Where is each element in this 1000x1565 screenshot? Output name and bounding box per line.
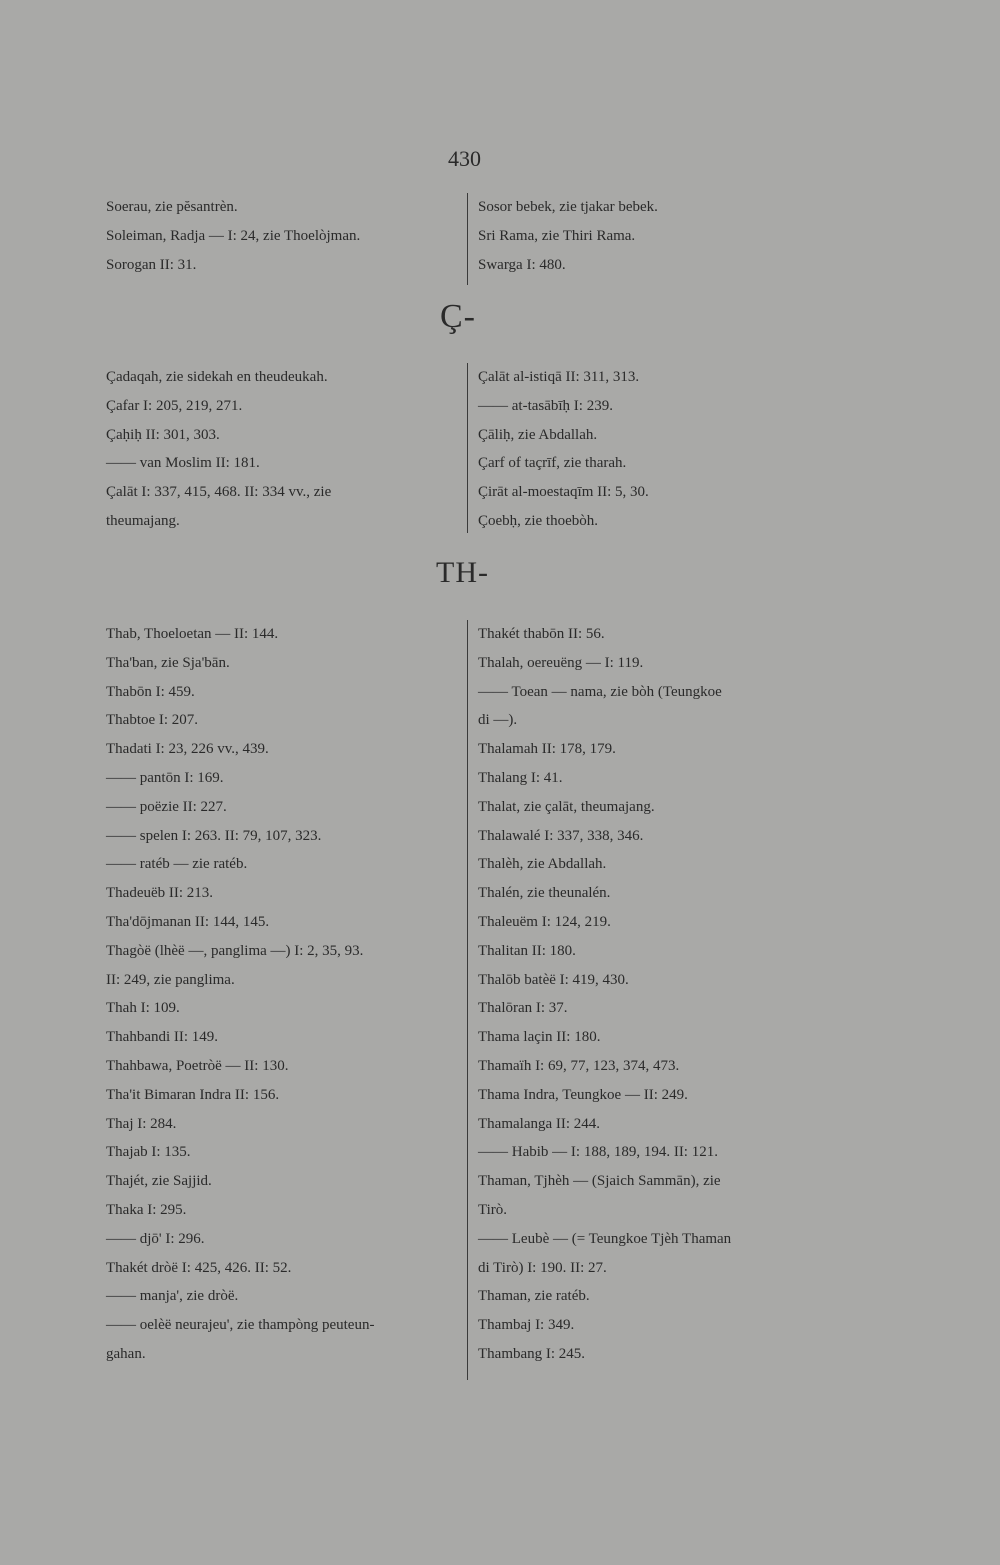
- index-entry: Thagòë (lhèë —, panglima —) I: 2, 35, 93.: [106, 942, 364, 959]
- index-entry: —— poëzie II: 227.: [106, 798, 227, 815]
- column-divider: [467, 363, 468, 533]
- index-entry: Soerau, zie pĕsantrèn.: [106, 199, 238, 215]
- index-entry: Thalamah II: 178, 179.: [478, 741, 616, 758]
- index-entry: Çaḥiḥ II: 301, 303.: [106, 426, 220, 443]
- index-entry: di Tirò) I: 190. II: 27.: [478, 1259, 607, 1276]
- index-entry: Thadeuëb II: 213.: [106, 885, 214, 902]
- index-entry: theumajang.: [106, 512, 180, 529]
- index-entry: Çalāt al-istiqā II: 311, 313.: [478, 369, 640, 385]
- index-entry: Thaka I: 295.: [106, 1201, 187, 1218]
- column-divider: [467, 620, 468, 1380]
- index-entry: Thaj I: 284.: [106, 1115, 177, 1132]
- index-entry: Thakét thabōn II: 56.: [478, 626, 605, 642]
- index-entry: Swarga I: 480.: [478, 256, 566, 273]
- index-section-th: [0, 620, 1000, 1380]
- index-entry: Thajét, zie Sajjid.: [106, 1173, 212, 1190]
- letter-heading-th: TH-: [436, 556, 489, 589]
- index-entry: Thalah, oereuëng — I: 119.: [478, 654, 644, 671]
- index-entry: Çalāt I: 337, 415, 468. II: 334 vv., zie: [106, 484, 332, 501]
- index-entry: —— Habib — I: 188, 189, 194. II: 121.: [478, 1144, 718, 1161]
- index-entry: II: 249, zie panglima.: [106, 971, 235, 988]
- index-entry: Çāliḥ, zie Abdallah.: [478, 426, 598, 443]
- index-entry: Thalōran I: 37.: [478, 1000, 568, 1017]
- index-entry: —— djō' I: 296.: [106, 1230, 205, 1247]
- index-entry: Thalat, zie çalāt, theumajang.: [478, 798, 655, 815]
- index-entry: Thabōn I: 459.: [106, 683, 195, 700]
- index-entry: Çoebḥ, zie thoebòh.: [478, 512, 598, 529]
- index-entry: —— manja', zie dròë.: [106, 1288, 239, 1305]
- index-entry: Tirò.: [478, 1201, 508, 1218]
- index-entry: Çafar I: 205, 219, 271.: [106, 397, 243, 414]
- index-entry: Tha'ban, zie Sja'bān.: [106, 654, 230, 671]
- index-entry: Thamaïh I: 69, 77, 123, 374, 473.: [478, 1057, 680, 1074]
- index-entry: Thadati I: 23, 226 vv., 439.: [106, 741, 269, 758]
- index-entry: Thaleuëm I: 124, 219.: [478, 913, 611, 930]
- index-entry: Tha'dōjmanan II: 144, 145.: [106, 913, 270, 930]
- index-entry: Çirāt al-moestaqīm II: 5, 30.: [478, 484, 649, 501]
- index-entry: Thalawalé I: 337, 338, 346.: [478, 827, 644, 844]
- index-entry: —— Toean — nama, zie bòh (Teungkoe: [478, 683, 722, 700]
- index-entry: —— ratéb — zie ratéb.: [106, 856, 248, 873]
- index-entry: Thalèh, zie Abdallah.: [478, 856, 607, 873]
- index-entry: Sorogan II: 31.: [106, 256, 197, 273]
- left-column: [106, 363, 458, 536]
- index-entry: gahan.: [106, 1345, 146, 1362]
- index-entry: —— pantōn I: 169.: [106, 769, 224, 786]
- index-entry: Thalōb batèë I: 419, 430.: [478, 971, 629, 988]
- index-entry: di —).: [478, 712, 518, 729]
- right-column: [478, 363, 830, 536]
- index-entry: Thahbawa, Poetròë — II: 130.: [106, 1057, 289, 1074]
- index-entry: Thaman, zie ratéb.: [478, 1288, 590, 1305]
- index-entry: —— oelèë neurajeu', zie thampòng peuteun-: [106, 1317, 375, 1334]
- index-entry: Thambaj I: 349.: [478, 1317, 575, 1334]
- index-entry: Tha'it Bimaran Indra II: 156.: [106, 1086, 280, 1103]
- column-divider: [467, 193, 468, 285]
- index-entry: Thabtoe I: 207.: [106, 712, 199, 729]
- index-entry: —— at-tasābīḥ I: 239.: [478, 397, 613, 414]
- left-column: [106, 620, 458, 1369]
- index-entry: Thab, Thoeloetan — II: 144.: [106, 626, 279, 642]
- letter-heading-c-cedilla: Ç-: [440, 298, 476, 335]
- index-entry: Thahbandi II: 149.: [106, 1029, 219, 1046]
- right-column: [478, 193, 830, 279]
- index-entry: Thama laçin II: 180.: [478, 1029, 601, 1046]
- left-column: [106, 193, 458, 279]
- index-entry: Thama Indra, Teungkoe — II: 249.: [478, 1086, 688, 1103]
- index-entry: Çarf of taçrīf, zie tharah.: [478, 455, 627, 472]
- index-entry: Thaman, Tjhèh — (Sjaich Sammān), zie: [478, 1173, 721, 1190]
- index-entry: Thalang I: 41.: [478, 769, 563, 786]
- index-entry: Sosor bebek, zie tjakar bebek.: [478, 199, 658, 215]
- index-entry: —— spelen I: 263. II: 79, 107, 323.: [106, 827, 322, 844]
- index-entry: Thah I: 109.: [106, 1000, 180, 1017]
- index-entry: —— van Moslim II: 181.: [106, 455, 260, 472]
- index-entry: Soleiman, Radja — I: 24, zie Thoelòjman.: [106, 227, 361, 244]
- index-section-c-cedilla: [0, 363, 1000, 543]
- index-entry: Çadaqah, zie sidekah en theudeukah.: [106, 369, 328, 385]
- index-entry: Thakét dròë I: 425, 426. II: 52.: [106, 1259, 292, 1276]
- index-entry: Thamalanga II: 244.: [478, 1115, 601, 1132]
- index-entry: —— Leubè — (= Teungkoe Tjèh Thaman: [478, 1230, 732, 1247]
- right-column: [478, 620, 830, 1369]
- index-entry: Sri Rama, zie Thiri Rama.: [478, 227, 636, 244]
- index-section-s: [0, 193, 1000, 283]
- index-entry: Thajab I: 135.: [106, 1144, 191, 1161]
- index-entry: Thambang I: 245.: [478, 1345, 586, 1362]
- index-entry: Thalén, zie theunalén.: [478, 885, 611, 902]
- index-entry: Thalitan II: 180.: [478, 942, 576, 959]
- page-number: 430: [448, 146, 481, 171]
